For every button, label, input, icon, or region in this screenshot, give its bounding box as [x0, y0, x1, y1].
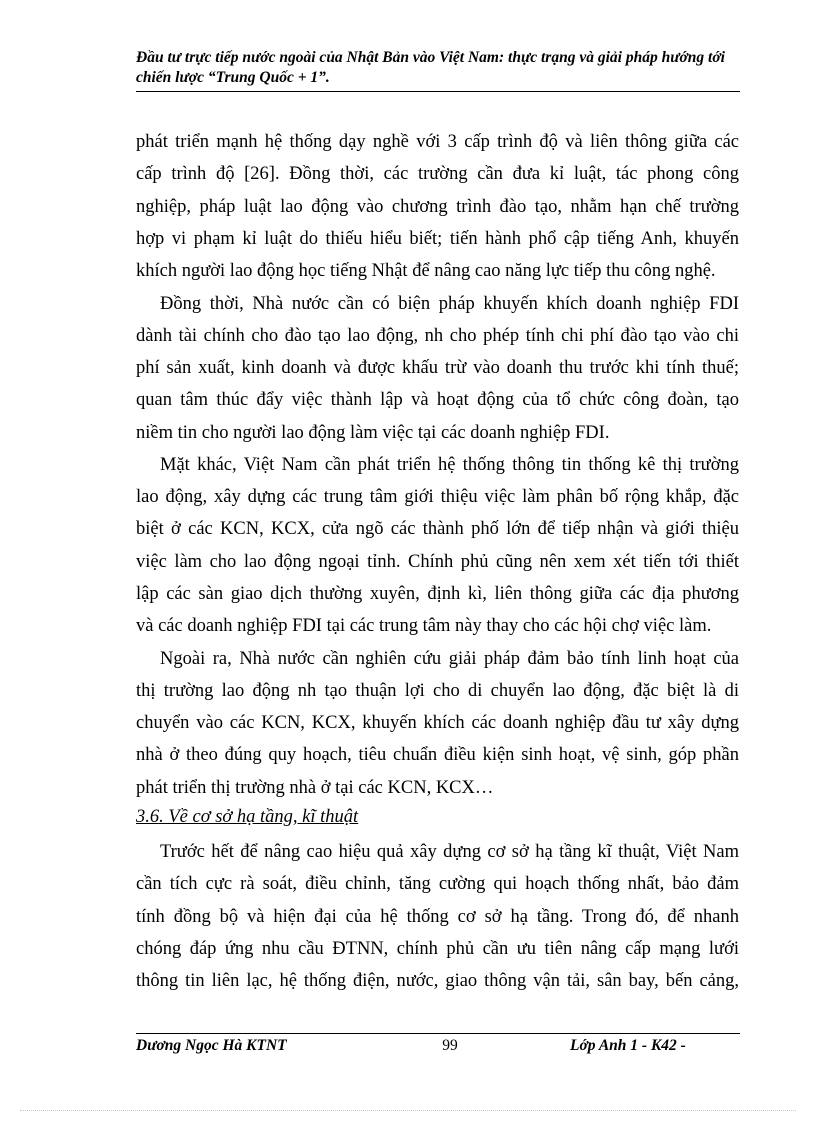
- paragraph-line: chuyển vào các KCN, KCX, khuyến khích các doanh nghiệp đầu tư xây dựng: [136, 713, 739, 733]
- paragraph-line: phát triển mạnh hệ thống dạy nghề với 3 cấp trình độ và liên thông giữa các: [136, 132, 739, 152]
- paragraph-line: việc làm cho lao động ngoại tỉnh. Chính phủ cũng nên xem xét tiến tới thiết: [136, 552, 739, 572]
- footer-divider: [136, 1033, 740, 1034]
- paragraph-line: Trước hết để nâng cao hiệu quả xây dựng cơ sở hạ tầng kĩ thuật, Việt Nam: [160, 842, 739, 862]
- running-header: Đầu tư trực tiếp nước ngoài của Nhật Bản vào Việt Nam: thực trạng và giải pháp hướng tới chiến lược “Trung Quốc + 1”.: [136, 49, 725, 86]
- paragraph-line: niềm tin cho người lao động làm việc tại các doanh nghiệp FDI.: [136, 423, 610, 443]
- paragraph-line: cấp trình độ [26]. Đồng thời, các trường cần đưa kỉ luật, tác phong công: [136, 164, 739, 184]
- paragraph-line: cần tích cực rà soát, điều chỉnh, tăng cường qui hoạch thống nhất, bảo đảm: [136, 874, 739, 894]
- paragraph-line: tính đồng bộ và hiện đại của hệ thống cơ sở hạ tầng. Trong đó, để nhanh: [136, 907, 739, 927]
- paragraph-line: và các doanh nghiệp FDI tại các trung tâm này thay cho các hội chợ việc làm.: [136, 616, 712, 636]
- paragraph-line: Mặt khác, Việt Nam cần phát triển hệ thống thông tin thống kê thị trường: [160, 455, 739, 475]
- paragraph-line: lao động, xây dựng các trung tâm giới thiệu việc làm phân bố rộng khắp, đặc: [136, 487, 739, 507]
- header-divider: [136, 91, 740, 92]
- paragraph-line: phí sản xuất, kinh doanh và được khấu trừ vào doanh thu trước khi tính thuế;: [136, 358, 739, 378]
- page-number: 99: [442, 1037, 458, 1054]
- paragraph-line: quan tâm thúc đẩy việc thành lập và hoạt động của tổ chức công đoàn, tạo: [136, 390, 739, 410]
- page-bottom-border: [20, 1110, 796, 1111]
- paragraph-line: nhà ở theo đúng quy hoạch, tiêu chuẩn điều kiện sinh hoạt, vệ sinh, góp phần: [136, 745, 739, 765]
- paragraph-line: Đồng thời, Nhà nước cần có biện pháp khuyến khích doanh nghiệp FDI: [160, 294, 739, 314]
- paragraph-line: nghiệp, pháp luật lao động vào chương trình đào tạo, nhằm hạn chế trường: [136, 197, 739, 217]
- paragraph-line: thông tin liên lạc, hệ thống điện, nước, giao thông vận tải, sân bay, bến cảng,: [136, 971, 739, 991]
- paragraph-line: phát triển thị trường nhà ở tại các KCN, KCX…: [136, 778, 494, 798]
- paragraph-line: hợp vi phạm kỉ luật do thiếu hiểu biết; tiến hành phổ cập tiếng Anh, khuyến: [136, 229, 739, 249]
- footer-class-label: Lớp Anh 1 - K42 -: [570, 1037, 686, 1054]
- paragraph-line: thị trường lao động nh tạo thuận lợi cho di chuyển lao động, đặc biệt là di: [136, 681, 739, 701]
- paragraph-line: chóng đáp ứng nhu cầu ĐTNN, chính phủ cần ưu tiên nâng cấp mạng lưới: [136, 939, 739, 959]
- footer-author: Dương Ngọc Hà KTNT: [136, 1037, 287, 1054]
- paragraph-line: biệt ở các KCN, KCX, cửa ngõ các thành phố lớn để tiếp nhận và giới thiệu: [136, 519, 739, 539]
- paragraph-line: khích người lao động học tiếng Nhật để nâng cao năng lực tiếp thu công nghệ.: [136, 261, 716, 281]
- section-heading: 3.6. Về cơ sở hạ tầng, kĩ thuật: [136, 807, 359, 827]
- paragraph-line: lập các sàn giao dịch thường xuyên, định kì, liên thông giữa các địa phương: [136, 584, 739, 604]
- paragraph-line: dành tài chính cho đào tạo lao động, nh cho phép tính chi phí đào tạo vào chi: [136, 326, 739, 346]
- paragraph-line: Ngoài ra, Nhà nước cần nghiên cứu giải pháp đảm bảo tính linh hoạt của: [160, 649, 739, 669]
